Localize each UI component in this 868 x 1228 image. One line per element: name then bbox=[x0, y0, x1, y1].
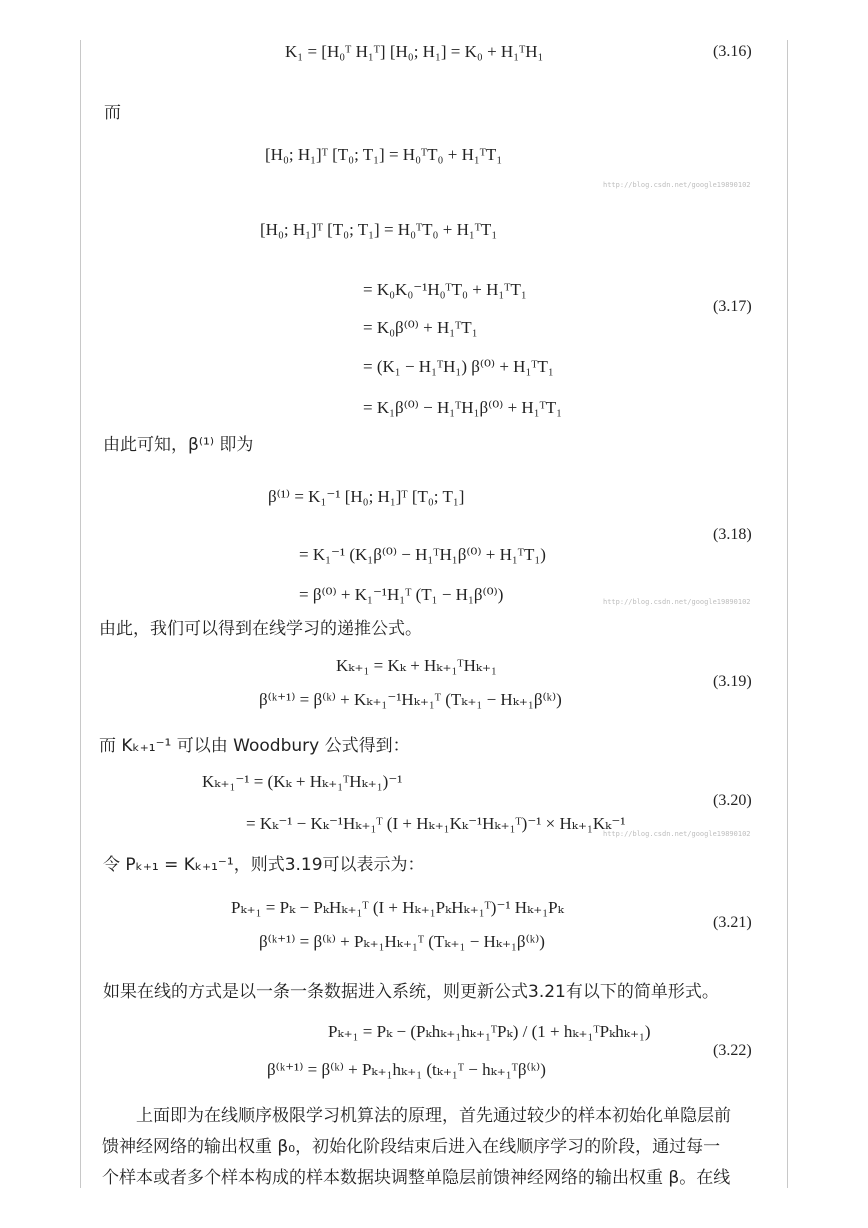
text-er: 而 bbox=[104, 103, 121, 123]
equation-3-18-line-2: = K₁⁻¹ (K₁β⁽⁰⁾ − H₁ᵀH₁β⁽⁰⁾ + H₁ᵀT₁) bbox=[299, 545, 546, 564]
equation-3-17-line-5: = K₁β⁽⁰⁾ − H₁ᵀH₁β⁽⁰⁾ + H₁ᵀT₁ bbox=[363, 398, 563, 417]
equation-number-3-22: (3.22) bbox=[713, 1042, 752, 1059]
equation-number-3-19: (3.19) bbox=[713, 673, 752, 690]
paragraph-line-2: 馈神经网络的输出权重 β₀，初始化阶段结束后进入在线顺序学习的阶段，通过每一 bbox=[102, 1137, 721, 1157]
text-youci-2: 由此，我们可以得到在线学习的递推公式。 bbox=[99, 619, 422, 639]
equation-number-3-17: (3.17) bbox=[713, 298, 752, 315]
equation-3-18-line-1: β⁽¹⁾ = K₁⁻¹ [H₀; H₁]ᵀ [T₀; T₁] bbox=[268, 487, 465, 506]
text-youci: 由此可知，β⁽¹⁾ 即为 bbox=[103, 435, 254, 455]
equation-number-3-16: (3.16) bbox=[713, 43, 752, 60]
equation-3-18-line-3: = β⁽⁰⁾ + K₁⁻¹H₁ᵀ (T₁ − H₁β⁽⁰⁾) bbox=[299, 585, 504, 604]
text-ling: 令 Pₖ₊₁ = Kₖ₊₁⁻¹，则式3.19可以表示为： bbox=[103, 855, 425, 875]
watermark-2: http://blog.csdn.net/google19890102 bbox=[603, 598, 751, 606]
equation-3-21-line-1: Pₖ₊₁ = Pₖ − PₖHₖ₊₁ᵀ (I + Hₖ₊₁PₖHₖ₊₁ᵀ)⁻¹ Hₖ₊₁Pₖ bbox=[231, 898, 564, 917]
equation-3-21-line-2: β⁽ᵏ⁺¹⁾ = β⁽ᵏ⁾ + Pₖ₊₁Hₖ₊₁ᵀ (Tₖ₊₁ − Hₖ₊₁β⁽ᵏ⁾) bbox=[259, 932, 545, 951]
equation-number-3-21: (3.21) bbox=[713, 914, 752, 931]
intermediate-equation: [H₀; H₁]ᵀ [T₀; T₁] = H₀ᵀT₀ + H₁ᵀT₁ bbox=[265, 145, 503, 164]
equation-number-3-20: (3.20) bbox=[713, 792, 752, 809]
watermark-3: http://blog.csdn.net/google19890102 bbox=[603, 830, 751, 838]
equation-3-20-line-2: = Kₖ⁻¹ − Kₖ⁻¹Hₖ₊₁ᵀ (I + Hₖ₊₁Kₖ⁻¹Hₖ₊₁ᵀ)⁻¹ × Hₖ₊₁Kₖ⁻¹ bbox=[246, 814, 626, 833]
text-ruguo: 如果在线的方式是以一条一条数据进入系统，则更新公式3.21有以下的简单形式。 bbox=[103, 982, 719, 1002]
left-margin-rule bbox=[80, 40, 81, 1188]
equation-3-17-line-2: = K₀K₀⁻¹H₀ᵀT₀ + H₁ᵀT₁ bbox=[363, 280, 527, 299]
equation-3-17-line-4: = (K₁ − H₁ᵀH₁) β⁽⁰⁾ + H₁ᵀT₁ bbox=[363, 357, 554, 376]
equation-3-17-line-3: = K₀β⁽⁰⁾ + H₁ᵀT₁ bbox=[363, 318, 478, 337]
paragraph-line-1: 上面即为在线顺序极限学习机算法的原理，首先通过较少的样本初始化单隐层前 bbox=[136, 1106, 731, 1126]
text-woodbury: 而 Kₖ₊₁⁻¹ 可以由 Woodbury 公式得到： bbox=[99, 736, 410, 756]
equation-3-19-line-1: Kₖ₊₁ = Kₖ + Hₖ₊₁ᵀHₖ₊₁ bbox=[336, 656, 497, 675]
watermark-1: http://blog.csdn.net/google19890102 bbox=[603, 181, 751, 189]
equation-3-20-line-1: Kₖ₊₁⁻¹ = (Kₖ + Hₖ₊₁ᵀHₖ₊₁)⁻¹ bbox=[202, 772, 403, 791]
equation-3-16: K₁ = [H₀ᵀ H₁ᵀ] [H₀; H₁] = K₀ + H₁ᵀH₁ bbox=[285, 42, 544, 61]
paragraph-line-3: 个样本或者多个样本构成的样本数据块调整单隐层前馈神经网络的输出权重 β。在线 bbox=[102, 1168, 731, 1188]
equation-3-19-line-2: β⁽ᵏ⁺¹⁾ = β⁽ᵏ⁾ + Kₖ₊₁⁻¹Hₖ₊₁ᵀ (Tₖ₊₁ − Hₖ₊₁β⁽ᵏ⁾) bbox=[259, 690, 562, 709]
equation-3-17-line-1: [H₀; H₁]ᵀ [T₀; T₁] = H₀ᵀT₀ + H₁ᵀT₁ bbox=[260, 220, 498, 239]
equation-3-22-line-2: β⁽ᵏ⁺¹⁾ = β⁽ᵏ⁾ + Pₖ₊₁hₖ₊₁ (tₖ₊₁ᵀ − hₖ₊₁ᵀβ⁽ᵏ⁾) bbox=[267, 1060, 546, 1079]
right-margin-rule bbox=[787, 40, 788, 1188]
equation-3-22-line-1: Pₖ₊₁ = Pₖ − (Pₖhₖ₊₁hₖ₊₁ᵀPₖ) / (1 + hₖ₊₁ᵀPₖhₖ₊₁) bbox=[328, 1022, 651, 1041]
equation-number-3-18: (3.18) bbox=[713, 526, 752, 543]
